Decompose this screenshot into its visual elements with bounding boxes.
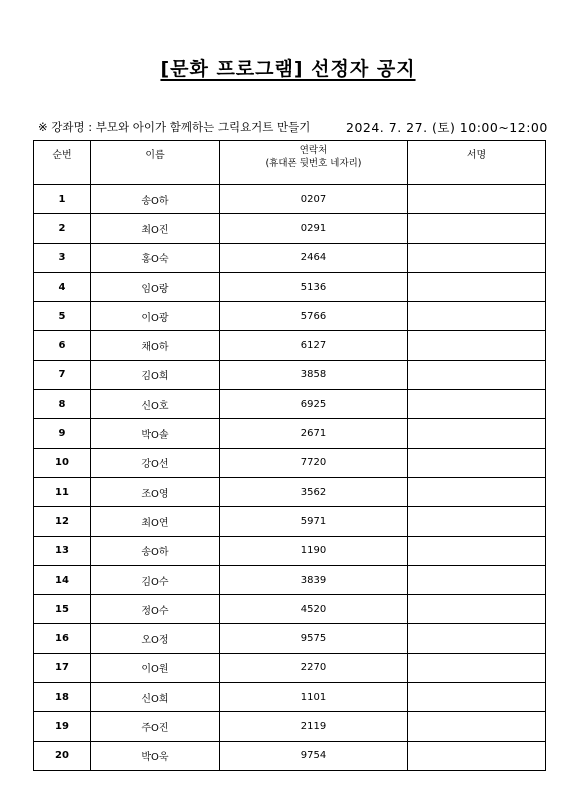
cell-no: 15	[34, 595, 91, 624]
cell-phone: 1101	[220, 683, 408, 712]
cell-phone: 0207	[220, 185, 408, 214]
cell-phone: 2119	[220, 712, 408, 741]
header-no: 순번	[34, 141, 91, 185]
cell-signature	[408, 419, 546, 448]
cell-phone: 7720	[220, 448, 408, 477]
cell-phone: 5971	[220, 507, 408, 536]
cell-phone: 6127	[220, 331, 408, 360]
cell-no: 4	[34, 272, 91, 301]
cell-no: 13	[34, 536, 91, 565]
cell-no: 17	[34, 653, 91, 682]
table-row	[34, 302, 546, 331]
cell-phone: 3562	[220, 477, 408, 506]
course-schedule: 2024. 7. 27. (토) 10:00~12:00	[346, 120, 548, 135]
cell-signature	[408, 507, 546, 536]
cell-signature	[408, 390, 546, 419]
cell-no: 16	[34, 624, 91, 653]
cell-name: 최O연	[91, 507, 220, 536]
cell-no: 9	[34, 419, 91, 448]
cell-signature	[408, 185, 546, 214]
cell-phone: 3839	[220, 565, 408, 594]
cell-name: 신O호	[91, 390, 220, 419]
cell-signature	[408, 683, 546, 712]
cell-name: 박O솔	[91, 419, 220, 448]
header-contact-line2: (휴대폰 뒷번호 네자리)	[265, 158, 362, 169]
table-row	[34, 565, 546, 594]
page-title-text: [문화 프로그램] 선정자 공지	[160, 58, 416, 80]
cell-signature	[408, 653, 546, 682]
cell-name: 채O하	[91, 331, 220, 360]
header-signature: 서명	[408, 141, 546, 185]
table-row	[34, 536, 546, 565]
cell-name: 송O하	[91, 536, 220, 565]
cell-phone: 1190	[220, 536, 408, 565]
cell-signature	[408, 536, 546, 565]
cell-phone: 0291	[220, 214, 408, 243]
cell-phone: 5766	[220, 302, 408, 331]
table-row	[34, 185, 546, 214]
cell-phone: 6925	[220, 390, 408, 419]
course-name: ※ 강좌명 : 부모와 아이가 함께하는 그릭요거트 만들기	[38, 120, 311, 134]
cell-phone: 2270	[220, 653, 408, 682]
table-row	[34, 243, 546, 272]
cell-phone: 9575	[220, 624, 408, 653]
table-header-row	[34, 141, 546, 185]
table-body	[34, 185, 546, 771]
cell-name: 김O수	[91, 565, 220, 594]
cell-no: 10	[34, 448, 91, 477]
cell-phone: 3858	[220, 360, 408, 389]
table-row	[34, 419, 546, 448]
cell-no: 3	[34, 243, 91, 272]
table-row	[34, 741, 546, 770]
cell-name: 오O정	[91, 624, 220, 653]
table-row	[34, 214, 546, 243]
table-row	[34, 477, 546, 506]
cell-name: 이O광	[91, 302, 220, 331]
cell-name: 박O욱	[91, 741, 220, 770]
cell-name: 주O진	[91, 712, 220, 741]
table-row	[34, 272, 546, 301]
cell-no: 1	[34, 185, 91, 214]
cell-no: 12	[34, 507, 91, 536]
cell-no: 2	[34, 214, 91, 243]
course-info	[38, 119, 548, 135]
table-row	[34, 712, 546, 741]
cell-signature	[408, 331, 546, 360]
table-row	[34, 448, 546, 477]
cell-signature	[408, 214, 546, 243]
header-contact-line1: 연락처	[299, 145, 328, 156]
cell-no: 20	[34, 741, 91, 770]
cell-phone: 9754	[220, 741, 408, 770]
cell-name: 홍O숙	[91, 243, 220, 272]
cell-no: 5	[34, 302, 91, 331]
table-row	[34, 331, 546, 360]
cell-name: 신O희	[91, 683, 220, 712]
cell-no: 14	[34, 565, 91, 594]
cell-signature	[408, 741, 546, 770]
participant-table	[33, 140, 546, 771]
header-name: 이름	[91, 141, 220, 185]
cell-no: 8	[34, 390, 91, 419]
cell-name: 김O희	[91, 360, 220, 389]
cell-signature	[408, 360, 546, 389]
cell-name: 최O진	[91, 214, 220, 243]
cell-name: 이O원	[91, 653, 220, 682]
table-row	[34, 653, 546, 682]
cell-no: 11	[34, 477, 91, 506]
cell-phone: 2671	[220, 419, 408, 448]
cell-phone: 5136	[220, 272, 408, 301]
cell-signature	[408, 624, 546, 653]
cell-no: 6	[34, 331, 91, 360]
table-row	[34, 360, 546, 389]
cell-name: 송O하	[91, 185, 220, 214]
header-contact	[220, 141, 408, 185]
cell-signature	[408, 302, 546, 331]
table-row	[34, 390, 546, 419]
cell-name: 정O수	[91, 595, 220, 624]
cell-signature	[408, 272, 546, 301]
cell-no: 19	[34, 712, 91, 741]
table-row	[34, 624, 546, 653]
cell-signature	[408, 477, 546, 506]
cell-signature	[408, 712, 546, 741]
cell-phone: 4520	[220, 595, 408, 624]
cell-signature	[408, 595, 546, 624]
cell-signature	[408, 448, 546, 477]
table-row	[34, 595, 546, 624]
cell-name: 임O랑	[91, 272, 220, 301]
cell-no: 7	[34, 360, 91, 389]
cell-signature	[408, 565, 546, 594]
table-row	[34, 507, 546, 536]
table-row	[34, 683, 546, 712]
cell-signature	[408, 243, 546, 272]
cell-name: 강O선	[91, 448, 220, 477]
cell-phone: 2464	[220, 243, 408, 272]
page-title	[0, 54, 576, 81]
cell-name: 조O영	[91, 477, 220, 506]
cell-no: 18	[34, 683, 91, 712]
